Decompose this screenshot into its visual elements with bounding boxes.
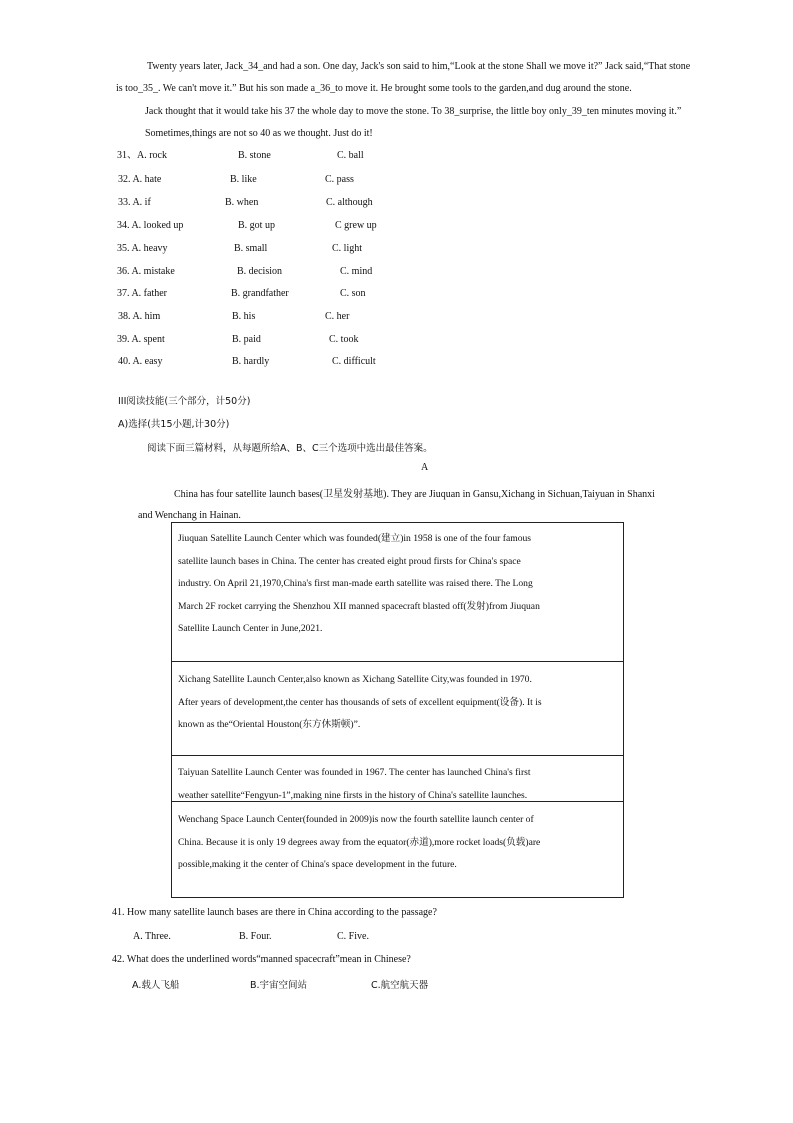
question-42: 42. What does the underlined words“manned spacecraft”mean in Chinese? bbox=[112, 954, 411, 965]
launch-center-table bbox=[171, 522, 624, 898]
option-b: B. decision bbox=[237, 266, 282, 277]
intro-line-1: China has four satellite launch bases(卫星发射基地). They are Jiuquan in Gansu,Xichang in Sichuan,Taiyuan in Shanxi bbox=[174, 489, 655, 500]
option-row bbox=[0, 329, 793, 351]
option-a: 36. A. mistake bbox=[117, 266, 175, 277]
option-row bbox=[0, 145, 793, 167]
table-cell-jiuquan bbox=[172, 523, 623, 662]
cell-line: Jiuquan Satellite Launch Center which was founded(建立)in 1958 is one of the four famous bbox=[178, 533, 532, 544]
passage-paragraph-3: Sometimes,things are not so 40 as we thought. Just do it! bbox=[145, 128, 373, 139]
option-a: 33. A. if bbox=[118, 197, 151, 208]
option-b: B. paid bbox=[232, 334, 261, 345]
option-b: B. when bbox=[225, 197, 259, 208]
option-row bbox=[0, 169, 793, 191]
table-cell-xichang bbox=[172, 661, 623, 756]
passage-line-2: is too_35_. We can't move it.” But his son made a_36_to move it. He brought some tools to the garden,and dug around the stone. bbox=[116, 83, 632, 94]
option-a: 31、A. rock bbox=[117, 150, 167, 161]
option-c: C. mind bbox=[340, 266, 373, 277]
option-row bbox=[0, 283, 793, 305]
option-row bbox=[0, 306, 793, 328]
question-41-option-b: B. Four. bbox=[239, 931, 272, 942]
cell-line: weather satellite“Fengyun-1”,making nine firsts in the history of China's satellite launches. bbox=[178, 789, 528, 801]
option-row bbox=[0, 261, 793, 283]
question-41: 41. How many satellite launch bases are there in China according to the passage? bbox=[112, 907, 437, 918]
table-cell-taiyuan bbox=[172, 755, 623, 802]
option-row bbox=[0, 215, 793, 237]
option-c: C. light bbox=[332, 243, 363, 254]
option-a: 35. A. heavy bbox=[117, 243, 168, 254]
option-a: 34. A. looked up bbox=[117, 220, 184, 231]
cell-line: Wenchang Space Launch Center(founded in 2009)is now the fourth satellite launch center of bbox=[178, 814, 534, 825]
passage-paragraph-2: Jack thought that it would take his 37 the whole day to move the stone. To 38_surprise, the little boy only_39_ten minutes moving it.” bbox=[145, 106, 682, 117]
question-41-option-a: A. Three. bbox=[133, 931, 171, 942]
section-instruction: 阅读下面三篇材料，从每题所给A、B、C三个选项中选出最佳答案。 bbox=[147, 443, 433, 454]
cell-line: industry. On April 21,1970,China's first man-made earth satellite was raised there. The Long bbox=[178, 578, 533, 589]
cell-line: Satellite Launch Center in June,2021. bbox=[178, 623, 323, 634]
section-subtitle: A)选择(共15小题,计30分) bbox=[118, 419, 230, 430]
cell-line: known as the“Oriental Houston(东方休斯顿)”. bbox=[178, 719, 361, 730]
option-a: 39. A. spent bbox=[117, 334, 165, 345]
option-c: C. her bbox=[325, 311, 350, 322]
option-b: B. got up bbox=[238, 220, 275, 231]
option-c: C. son bbox=[340, 288, 366, 299]
question-42-option-c: C.航空航天器 bbox=[371, 980, 429, 991]
question-42-option-b: B.宇宙空间站 bbox=[250, 980, 308, 991]
option-c: C. difficult bbox=[332, 356, 376, 367]
option-b: B. his bbox=[232, 311, 256, 322]
option-a: 38. A. him bbox=[118, 311, 161, 322]
intro-line-2: and Wenchang in Hainan. bbox=[138, 510, 241, 521]
option-b: B. small bbox=[234, 243, 268, 254]
cell-line: After years of development,the center has thousands of sets of excellent equipment(设备). It is bbox=[178, 696, 542, 708]
option-row bbox=[0, 351, 793, 373]
option-c: C. ball bbox=[337, 150, 364, 161]
option-a: 32. A. hate bbox=[118, 174, 162, 185]
section-title: III阅读技能(三个部分，计50分) bbox=[118, 396, 251, 407]
option-b: B. grandfather bbox=[231, 288, 289, 299]
option-row bbox=[0, 192, 793, 214]
cell-line: Xichang Satellite Launch Center,also known as Xichang Satellite City,was founded in 1970. bbox=[178, 674, 532, 685]
option-c: C. pass bbox=[325, 174, 354, 185]
cell-line: Taiyuan Satellite Launch Center was founded in 1967. The center has launched China's first bbox=[178, 767, 531, 778]
option-b: B. stone bbox=[238, 150, 271, 161]
table-cell-wenchang bbox=[172, 802, 623, 897]
cell-line: March 2F rocket carrying the Shenzhou XII manned spacecraft blasted off(发射)from Jiuquan bbox=[178, 600, 540, 612]
option-c: C. took bbox=[329, 334, 359, 345]
question-42-option-a: A.载人飞船 bbox=[132, 980, 180, 991]
option-c: C. although bbox=[326, 197, 373, 208]
option-b: B. hardly bbox=[232, 356, 270, 367]
option-a: 37. A. father bbox=[117, 288, 167, 299]
option-b: B. like bbox=[230, 174, 257, 185]
option-c: C grew up bbox=[335, 220, 377, 231]
option-row bbox=[0, 238, 793, 260]
option-a: 40. A. easy bbox=[118, 356, 163, 367]
passage-line-1: Twenty years later, Jack_34_and had a son. One day, Jack's son said to him,“Look at the stone Shall we move it?” Jack said,“That stone bbox=[147, 61, 691, 72]
cell-line: satellite launch bases in China. The center has created eight proud firsts for China's space bbox=[178, 555, 521, 567]
passage-letter: A bbox=[421, 462, 429, 473]
question-41-option-c: C. Five. bbox=[337, 931, 369, 942]
cell-line: China. Because it is only 19 degrees away from the equator(赤道),more rocket loads(负载)are bbox=[178, 836, 541, 848]
cell-line: possible,making it the center of China's space development in the future. bbox=[178, 859, 457, 870]
